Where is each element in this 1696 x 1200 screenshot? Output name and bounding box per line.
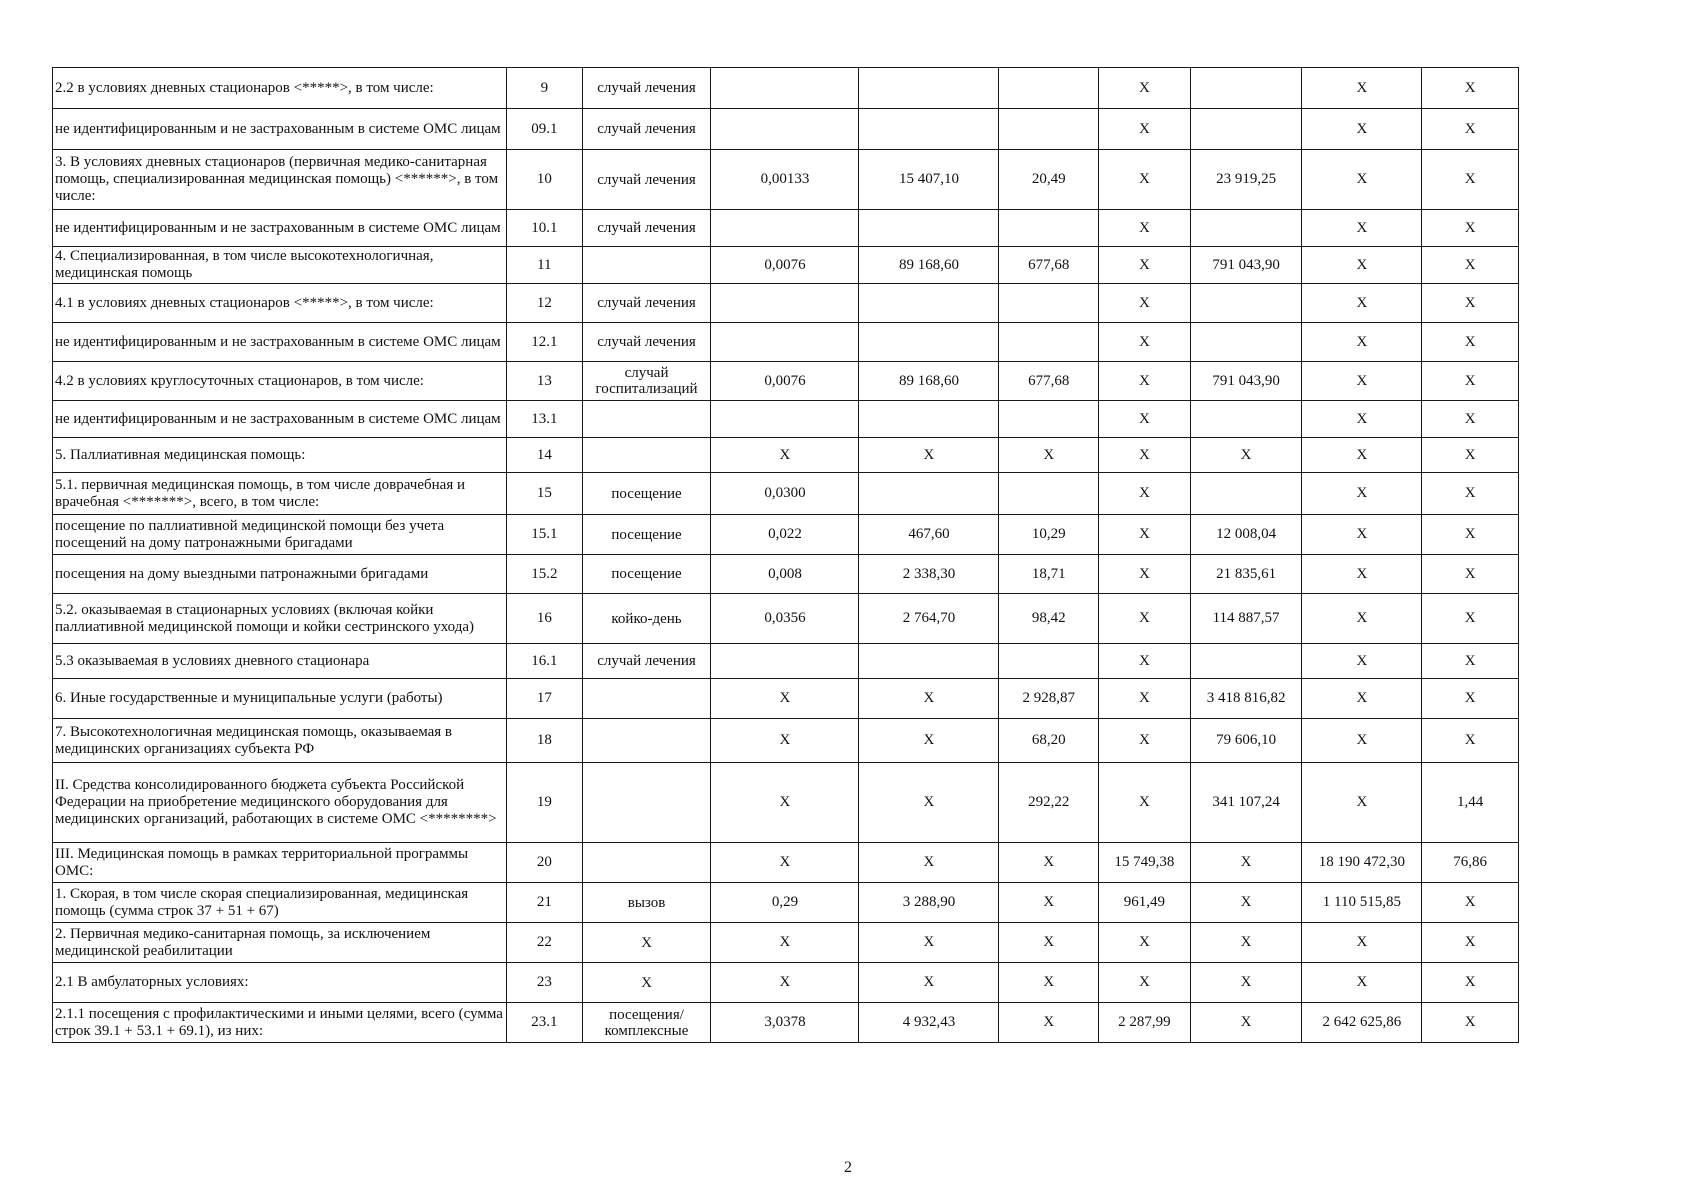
table-row: [53, 473, 1519, 515]
cost-per-unit-cell: 89 168,60: [859, 247, 999, 284]
oms-total-cell: Х: [1302, 473, 1422, 515]
budget-per-capita-cell: 677,68: [999, 362, 1099, 401]
cost-per-unit-cell: 3 288,90: [859, 883, 999, 923]
budget-per-capita-cell: [999, 323, 1099, 362]
oms-per-capita-cell: Х: [1099, 401, 1191, 438]
row-name-cell: 1. Скорая, в том числе скорая специализированная, медицинская помощь (сумма строк 37 + 51 + 67): [53, 883, 507, 923]
unit-cell: Х: [582, 923, 711, 963]
row-name-cell: 4.2 в условиях круглосуточных стационаров, в том числе:: [53, 362, 507, 401]
oms-total-cell: Х: [1302, 210, 1422, 247]
volume-norm-cell: 0,00133: [711, 150, 859, 210]
cost-per-unit-cell: Х: [859, 923, 999, 963]
oms-total-cell: 1 110 515,85: [1302, 883, 1422, 923]
budget-per-capita-cell: 10,29: [999, 515, 1099, 555]
row-name-cell: не идентифицированным и не застрахованным в системе ОМС лицам: [53, 323, 507, 362]
share-percent-cell: Х: [1422, 473, 1519, 515]
budget-total-cell: Х: [1190, 923, 1302, 963]
budget-total-cell: [1190, 473, 1302, 515]
oms-total-cell: Х: [1302, 150, 1422, 210]
row-code-cell: 17: [507, 679, 583, 719]
volume-norm-cell: Х: [711, 963, 859, 1003]
oms-per-capita-cell: Х: [1099, 719, 1191, 763]
oms-total-cell: Х: [1302, 594, 1422, 644]
table-row: [53, 763, 1519, 843]
share-percent-cell: Х: [1422, 594, 1519, 644]
row-code-cell: 9: [507, 68, 583, 109]
unit-cell: койко-день: [582, 594, 711, 644]
oms-per-capita-cell: Х: [1099, 438, 1191, 473]
row-name-cell: посещение по паллиативной медицинской помощи без учета посещений на дому патронажными бригадами: [53, 515, 507, 555]
budget-per-capita-cell: 292,22: [999, 763, 1099, 843]
oms-per-capita-cell: Х: [1099, 150, 1191, 210]
volume-norm-cell: 0,0076: [711, 247, 859, 284]
unit-cell: посещение: [582, 515, 711, 555]
cost-per-unit-cell: [859, 284, 999, 323]
cost-per-unit-cell: [859, 473, 999, 515]
volume-norm-cell: [711, 323, 859, 362]
row-code-cell: 14: [507, 438, 583, 473]
oms-per-capita-cell: 2 287,99: [1099, 1003, 1191, 1043]
budget-per-capita-cell: Х: [999, 843, 1099, 883]
page-number: 2: [844, 1159, 852, 1176]
budget-per-capita-cell: 68,20: [999, 719, 1099, 763]
unit-cell: посещение: [582, 555, 711, 594]
row-code-cell: 23: [507, 963, 583, 1003]
share-percent-cell: Х: [1422, 68, 1519, 109]
row-name-cell: 3. В условиях дневных стационаров (первичная медико-санитарная помощь, специализированная медицинская помощь) <******>, в том числе:: [53, 150, 507, 210]
volume-norm-cell: Х: [711, 438, 859, 473]
row-name-cell: 2.2 в условиях дневных стационаров <*****>, в том числе:: [53, 68, 507, 109]
cost-per-unit-cell: Х: [859, 679, 999, 719]
table-body: [53, 68, 1519, 1043]
oms-total-cell: Х: [1302, 362, 1422, 401]
row-name-cell: посещения на дому выездными патронажными бригадами: [53, 555, 507, 594]
oms-total-cell: Х: [1302, 719, 1422, 763]
table-row: [53, 362, 1519, 401]
oms-per-capita-cell: Х: [1099, 963, 1191, 1003]
share-percent-cell: 1,44: [1422, 763, 1519, 843]
unit-cell: [582, 401, 711, 438]
row-code-cell: 15: [507, 473, 583, 515]
row-code-cell: 21: [507, 883, 583, 923]
row-code-cell: 12.1: [507, 323, 583, 362]
row-code-cell: 18: [507, 719, 583, 763]
oms-total-cell: Х: [1302, 923, 1422, 963]
oms-total-cell: Х: [1302, 763, 1422, 843]
budget-total-cell: Х: [1190, 963, 1302, 1003]
row-code-cell: 19: [507, 763, 583, 843]
table-row: [53, 438, 1519, 473]
table-row: [53, 719, 1519, 763]
budget-per-capita-cell: [999, 473, 1099, 515]
oms-total-cell: 2 642 625,86: [1302, 1003, 1422, 1043]
budget-total-cell: 23 919,25: [1190, 150, 1302, 210]
share-percent-cell: Х: [1422, 679, 1519, 719]
oms-per-capita-cell: Х: [1099, 473, 1191, 515]
budget-per-capita-cell: Х: [999, 883, 1099, 923]
cost-per-unit-cell: Х: [859, 438, 999, 473]
row-code-cell: 23.1: [507, 1003, 583, 1043]
oms-total-cell: Х: [1302, 679, 1422, 719]
oms-total-cell: Х: [1302, 963, 1422, 1003]
share-percent-cell: Х: [1422, 1003, 1519, 1043]
cost-per-unit-cell: Х: [859, 843, 999, 883]
table-row: [53, 284, 1519, 323]
budget-total-cell: [1190, 210, 1302, 247]
table-row: [53, 644, 1519, 679]
row-code-cell: 10: [507, 150, 583, 210]
row-code-cell: 12: [507, 284, 583, 323]
budget-total-cell: Х: [1190, 883, 1302, 923]
volume-norm-cell: [711, 210, 859, 247]
cost-per-unit-cell: [859, 323, 999, 362]
oms-per-capita-cell: Х: [1099, 362, 1191, 401]
table-row: [53, 401, 1519, 438]
oms-per-capita-cell: Х: [1099, 284, 1191, 323]
unit-cell: [582, 843, 711, 883]
oms-per-capita-cell: Х: [1099, 68, 1191, 109]
volume-norm-cell: [711, 644, 859, 679]
share-percent-cell: 76,86: [1422, 843, 1519, 883]
row-code-cell: 20: [507, 843, 583, 883]
budget-total-cell: [1190, 323, 1302, 362]
cost-per-unit-cell: Х: [859, 963, 999, 1003]
share-percent-cell: Х: [1422, 719, 1519, 763]
oms-per-capita-cell: Х: [1099, 210, 1191, 247]
budget-per-capita-cell: [999, 284, 1099, 323]
cost-per-unit-cell: Х: [859, 763, 999, 843]
row-code-cell: 16: [507, 594, 583, 644]
oms-total-cell: Х: [1302, 401, 1422, 438]
oms-per-capita-cell: Х: [1099, 594, 1191, 644]
table-row: [53, 68, 1519, 109]
share-percent-cell: Х: [1422, 210, 1519, 247]
budget-per-capita-cell: Х: [999, 438, 1099, 473]
volume-norm-cell: 3,0378: [711, 1003, 859, 1043]
share-percent-cell: Х: [1422, 515, 1519, 555]
unit-cell: случай лечения: [582, 284, 711, 323]
oms-per-capita-cell: Х: [1099, 247, 1191, 284]
table-row: [53, 923, 1519, 963]
row-name-cell: 4.1 в условиях дневных стационаров <*****>, в том числе:: [53, 284, 507, 323]
share-percent-cell: Х: [1422, 247, 1519, 284]
unit-cell: случай госпитализаций: [582, 362, 711, 401]
oms-total-cell: Х: [1302, 438, 1422, 473]
oms-per-capita-cell: Х: [1099, 644, 1191, 679]
volume-norm-cell: 0,0356: [711, 594, 859, 644]
row-code-cell: 15.1: [507, 515, 583, 555]
volume-norm-cell: [711, 401, 859, 438]
share-percent-cell: Х: [1422, 923, 1519, 963]
budget-per-capita-cell: [999, 210, 1099, 247]
budget-total-cell: 791 043,90: [1190, 247, 1302, 284]
oms-per-capita-cell: Х: [1099, 109, 1191, 150]
cost-per-unit-cell: 89 168,60: [859, 362, 999, 401]
volume-norm-cell: [711, 109, 859, 150]
budget-per-capita-cell: 677,68: [999, 247, 1099, 284]
row-code-cell: 11: [507, 247, 583, 284]
budget-total-cell: 341 107,24: [1190, 763, 1302, 843]
budget-total-cell: [1190, 644, 1302, 679]
volume-norm-cell: Х: [711, 679, 859, 719]
oms-per-capita-cell: Х: [1099, 923, 1191, 963]
row-name-cell: 5.1. первичная медицинская помощь, в том числе доврачебная и врачебная <*******>, всего, в том числе:: [53, 473, 507, 515]
unit-cell: [582, 719, 711, 763]
budget-per-capita-cell: [999, 109, 1099, 150]
volume-norm-cell: [711, 284, 859, 323]
unit-cell: вызов: [582, 883, 711, 923]
budget-per-capita-cell: Х: [999, 923, 1099, 963]
budget-per-capita-cell: 18,71: [999, 555, 1099, 594]
budget-total-cell: 791 043,90: [1190, 362, 1302, 401]
row-name-cell: III. Медицинская помощь в рамках территориальной программы ОМС:: [53, 843, 507, 883]
budget-per-capita-cell: [999, 401, 1099, 438]
oms-total-cell: Х: [1302, 555, 1422, 594]
table-row: [53, 210, 1519, 247]
share-percent-cell: Х: [1422, 284, 1519, 323]
share-percent-cell: Х: [1422, 438, 1519, 473]
oms-per-capita-cell: 15 749,38: [1099, 843, 1191, 883]
budget-total-cell: [1190, 401, 1302, 438]
table-row: [53, 555, 1519, 594]
share-percent-cell: Х: [1422, 323, 1519, 362]
cost-per-unit-cell: [859, 68, 999, 109]
table-row: [53, 843, 1519, 883]
cost-per-unit-cell: Х: [859, 719, 999, 763]
row-code-cell: 13: [507, 362, 583, 401]
unit-cell: случай лечения: [582, 644, 711, 679]
cost-per-unit-cell: [859, 210, 999, 247]
cost-per-unit-cell: 15 407,10: [859, 150, 999, 210]
row-name-cell: 5.2. оказываемая в стационарных условиях (включая койки паллиативной медицинской помощи и койки сестринского ухода): [53, 594, 507, 644]
table-row: [53, 594, 1519, 644]
row-code-cell: 15.2: [507, 555, 583, 594]
row-name-cell: не идентифицированным и не застрахованным в системе ОМС лицам: [53, 210, 507, 247]
volume-norm-cell: 0,0076: [711, 362, 859, 401]
table-row: [53, 109, 1519, 150]
volume-norm-cell: 0,008: [711, 555, 859, 594]
row-name-cell: 2.1 В амбулаторных условиях:: [53, 963, 507, 1003]
row-name-cell: не идентифицированным и не застрахованным в системе ОМС лицам: [53, 401, 507, 438]
cost-per-unit-cell: [859, 644, 999, 679]
unit-cell: Х: [582, 963, 711, 1003]
table-row: [53, 150, 1519, 210]
budget-total-cell: [1190, 109, 1302, 150]
share-percent-cell: Х: [1422, 883, 1519, 923]
oms-per-capita-cell: Х: [1099, 555, 1191, 594]
table-row: [53, 963, 1519, 1003]
oms-per-capita-cell: Х: [1099, 679, 1191, 719]
budget-total-cell: 12 008,04: [1190, 515, 1302, 555]
row-code-cell: 13.1: [507, 401, 583, 438]
row-code-cell: 10.1: [507, 210, 583, 247]
volume-norm-cell: 0,022: [711, 515, 859, 555]
oms-total-cell: Х: [1302, 284, 1422, 323]
share-percent-cell: Х: [1422, 644, 1519, 679]
oms-total-cell: 18 190 472,30: [1302, 843, 1422, 883]
unit-cell: случай лечения: [582, 109, 711, 150]
oms-total-cell: Х: [1302, 644, 1422, 679]
unit-cell: случай лечения: [582, 150, 711, 210]
oms-total-cell: Х: [1302, 323, 1422, 362]
row-name-cell: 6. Иные государственные и муниципальные услуги (работы): [53, 679, 507, 719]
budget-per-capita-cell: 2 928,87: [999, 679, 1099, 719]
row-name-cell: 2. Первичная медико-санитарная помощь, за исключением медицинской реабилитации: [53, 923, 507, 963]
share-percent-cell: Х: [1422, 401, 1519, 438]
row-code-cell: 09.1: [507, 109, 583, 150]
table-row: [53, 247, 1519, 284]
budget-per-capita-cell: [999, 644, 1099, 679]
oms-per-capita-cell: Х: [1099, 763, 1191, 843]
oms-total-cell: Х: [1302, 247, 1422, 284]
row-name-cell: 5. Паллиативная медицинская помощь:: [53, 438, 507, 473]
oms-per-capita-cell: Х: [1099, 323, 1191, 362]
oms-per-capita-cell: Х: [1099, 515, 1191, 555]
budget-per-capita-cell: Х: [999, 1003, 1099, 1043]
share-percent-cell: Х: [1422, 362, 1519, 401]
row-name-cell: 7. Высокотехнологичная медицинская помощь, оказываемая в медицинских организациях субъекта РФ: [53, 719, 507, 763]
cost-per-unit-cell: 2 338,30: [859, 555, 999, 594]
oms-total-cell: Х: [1302, 109, 1422, 150]
oms-total-cell: Х: [1302, 68, 1422, 109]
oms-per-capita-cell: 961,49: [1099, 883, 1191, 923]
cost-per-unit-cell: 2 764,70: [859, 594, 999, 644]
budget-per-capita-cell: 98,42: [999, 594, 1099, 644]
share-percent-cell: Х: [1422, 555, 1519, 594]
oms-total-cell: Х: [1302, 515, 1422, 555]
budget-per-capita-cell: [999, 68, 1099, 109]
table-row: [53, 323, 1519, 362]
unit-cell: случай лечения: [582, 210, 711, 247]
volume-norm-cell: 0,0300: [711, 473, 859, 515]
volume-norm-cell: Х: [711, 763, 859, 843]
unit-cell: [582, 247, 711, 284]
budget-total-cell: 79 606,10: [1190, 719, 1302, 763]
row-code-cell: 22: [507, 923, 583, 963]
volume-norm-cell: Х: [711, 719, 859, 763]
budget-per-capita-cell: Х: [999, 963, 1099, 1003]
unit-cell: посещения/ комплексные: [582, 1003, 711, 1043]
cost-per-unit-cell: [859, 401, 999, 438]
volume-norm-cell: Х: [711, 843, 859, 883]
row-name-cell: 5.3 оказываемая в условиях дневного стационара: [53, 644, 507, 679]
budget-total-cell: Х: [1190, 843, 1302, 883]
volume-norm-cell: [711, 68, 859, 109]
budget-total-cell: Х: [1190, 1003, 1302, 1043]
budget-total-cell: 114 887,57: [1190, 594, 1302, 644]
table-row: [53, 883, 1519, 923]
data-table: [52, 67, 1519, 1043]
share-percent-cell: Х: [1422, 963, 1519, 1003]
share-percent-cell: Х: [1422, 109, 1519, 150]
unit-cell: [582, 763, 711, 843]
row-code-cell: 16.1: [507, 644, 583, 679]
unit-cell: случай лечения: [582, 323, 711, 362]
volume-norm-cell: 0,29: [711, 883, 859, 923]
row-name-cell: II. Средства консолидированного бюджета субъекта Российской Федерации на приобретение медицинского оборудования для медицинских организаций, работающих в системе ОМС <********>: [53, 763, 507, 843]
cost-per-unit-cell: 467,60: [859, 515, 999, 555]
volume-norm-cell: Х: [711, 923, 859, 963]
row-name-cell: не идентифицированным и не застрахованным в системе ОМС лицам: [53, 109, 507, 150]
share-percent-cell: Х: [1422, 150, 1519, 210]
budget-total-cell: 21 835,61: [1190, 555, 1302, 594]
row-name-cell: 2.1.1 посещения с профилактическими и иными целями, всего (сумма строк 39.1 + 53.1 + 69.1), из них:: [53, 1003, 507, 1043]
unit-cell: случай лечения: [582, 68, 711, 109]
budget-per-capita-cell: 20,49: [999, 150, 1099, 210]
budget-total-cell: [1190, 68, 1302, 109]
cost-per-unit-cell: [859, 109, 999, 150]
unit-cell: [582, 679, 711, 719]
table-row: [53, 679, 1519, 719]
budget-total-cell: [1190, 284, 1302, 323]
table-row: [53, 515, 1519, 555]
table-row: [53, 1003, 1519, 1043]
budget-total-cell: 3 418 816,82: [1190, 679, 1302, 719]
budget-total-cell: Х: [1190, 438, 1302, 473]
cost-per-unit-cell: 4 932,43: [859, 1003, 999, 1043]
unit-cell: посещение: [582, 473, 711, 515]
row-name-cell: 4. Специализированная, в том числе высокотехнологичная, медицинская помощь: [53, 247, 507, 284]
unit-cell: [582, 438, 711, 473]
